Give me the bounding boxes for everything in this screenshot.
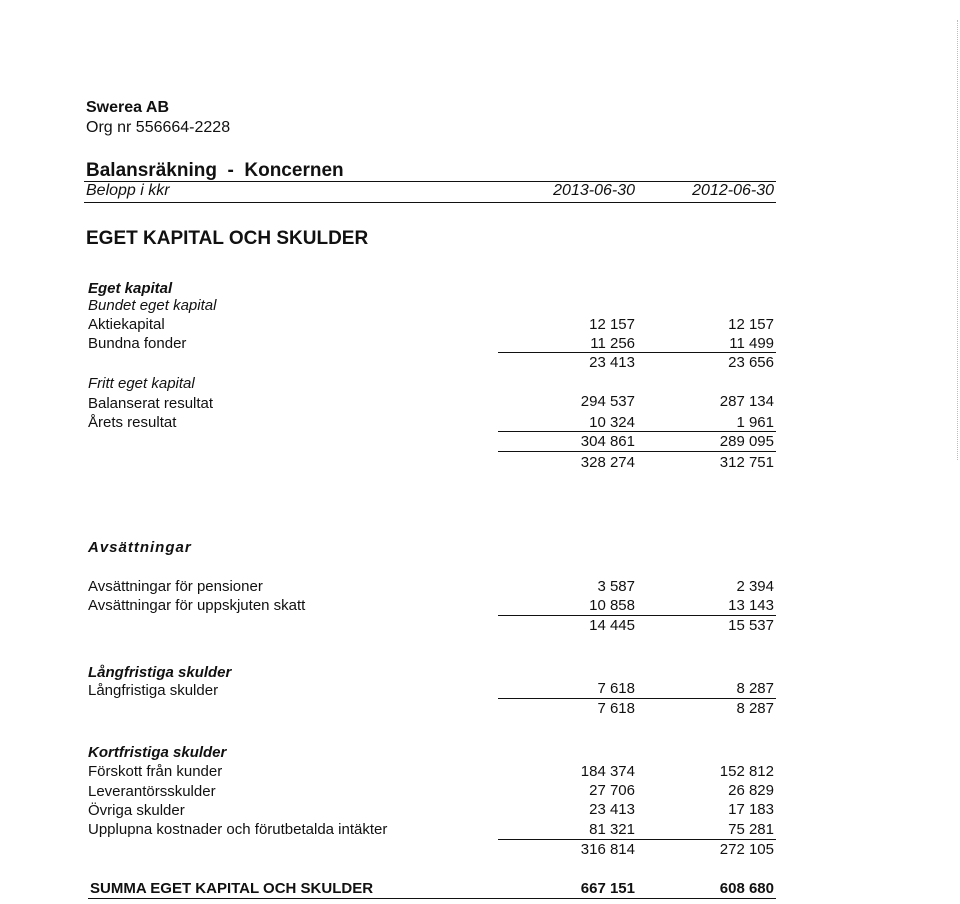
balanserat-2013: 294 537 xyxy=(580,393,635,410)
column-header-2012: 2012-06-30 xyxy=(692,182,774,199)
fritt-sum-2012: 289 095 xyxy=(719,433,774,450)
subtotal-line xyxy=(498,615,776,616)
arets-resultat-label: Årets resultat xyxy=(88,414,177,431)
langfristiga-sum-2013: 7 618 xyxy=(597,700,635,717)
section-title: EGET KAPITAL OCH SKULDER xyxy=(86,228,369,249)
summa-label: SUMMA EGET KAPITAL OCH SKULDER xyxy=(90,880,374,897)
summa-2012: 608 680 xyxy=(719,880,774,897)
aktiekapital-2012: 12 157 xyxy=(728,316,774,333)
avsattningar-sum-2013: 14 445 xyxy=(589,617,635,634)
title-divider xyxy=(84,181,776,182)
balanserat-label: Balanserat resultat xyxy=(88,395,214,412)
column-header-2013: 2013-06-30 xyxy=(553,182,635,199)
summa-2013: 667 151 xyxy=(580,880,635,897)
avsattningar-sum-2012: 15 537 xyxy=(728,617,774,634)
uppskjuten-skatt-2012: 13 143 xyxy=(728,597,774,614)
ovriga-skulder-2013: 23 413 xyxy=(589,801,635,818)
upplupna-label: Upplupna kostnader och förutbetalda intäkter xyxy=(88,821,388,838)
header-divider xyxy=(84,202,776,203)
avsattningar-heading: Avsättningar xyxy=(88,539,192,556)
pensioner-label: Avsättningar för pensioner xyxy=(88,578,263,595)
uppskjuten-skatt-2013: 10 858 xyxy=(589,597,635,614)
org-number: Org nr 556664-2228 xyxy=(86,119,231,136)
summa-underline xyxy=(88,898,776,899)
langfristiga-heading: Långfristiga skulder xyxy=(88,664,232,681)
balanserat-2012: 287 134 xyxy=(719,393,774,410)
langfristiga-2012: 8 287 xyxy=(736,680,774,697)
fritt-sum-2013: 304 861 xyxy=(580,433,635,450)
aktiekapital-label: Aktiekapital xyxy=(88,316,165,333)
leverantorsskulder-2012: 26 829 xyxy=(728,782,774,799)
page-title: Balansräkning - Koncernen xyxy=(86,160,344,181)
uppskjuten-skatt-label: Avsättningar för uppskjuten skatt xyxy=(88,597,306,614)
kortfristiga-sum-2012: 272 105 xyxy=(719,841,774,858)
subtotal-line xyxy=(498,431,776,432)
kortfristiga-heading: Kortfristiga skulder xyxy=(88,744,227,761)
forskott-2013: 184 374 xyxy=(580,763,635,780)
kortfristiga-sum-2013: 316 814 xyxy=(580,841,635,858)
leverantorsskulder-2013: 27 706 xyxy=(589,782,635,799)
langfristiga-sum-2012: 8 287 xyxy=(736,700,774,717)
bundet-heading: Bundet eget kapital xyxy=(88,297,217,314)
amount-unit: Belopp i kkr xyxy=(86,182,170,199)
arets-resultat-2012: 1 961 xyxy=(736,414,774,431)
company-name: Swerea AB xyxy=(86,99,169,116)
bundet-sum-2012: 23 656 xyxy=(728,354,774,371)
subtotal-line xyxy=(498,352,776,353)
fritt-heading: Fritt eget kapital xyxy=(88,375,195,392)
scan-edge xyxy=(957,20,958,460)
pensioner-2012: 2 394 xyxy=(736,578,774,595)
bundna-fonder-2013: 11 256 xyxy=(590,335,635,352)
ovriga-skulder-2012: 17 183 xyxy=(728,801,774,818)
forskott-2012: 152 812 xyxy=(719,763,774,780)
eget-total-2012: 312 751 xyxy=(719,454,774,471)
subtotal-line xyxy=(498,698,776,699)
langfristiga-2013: 7 618 xyxy=(597,680,635,697)
bundet-sum-2013: 23 413 xyxy=(589,354,635,371)
upplupna-2013: 81 321 xyxy=(589,821,635,838)
eget-total-2013: 328 274 xyxy=(580,454,635,471)
aktiekapital-2013: 12 157 xyxy=(589,316,635,333)
bundna-fonder-label: Bundna fonder xyxy=(88,335,187,352)
bundna-fonder-2012: 11 499 xyxy=(729,335,774,352)
eget-kapital-heading: Eget kapital xyxy=(88,280,173,297)
leverantorsskulder-label: Leverantörsskulder xyxy=(88,783,216,800)
forskott-label: Förskott från kunder xyxy=(88,763,223,780)
subtotal-line xyxy=(498,839,776,840)
pensioner-2013: 3 587 xyxy=(597,578,635,595)
upplupna-2012: 75 281 xyxy=(728,821,774,838)
langfristiga-label: Långfristiga skulder xyxy=(88,682,219,699)
ovriga-skulder-label: Övriga skulder xyxy=(88,802,185,819)
subtotal-line xyxy=(498,451,776,452)
arets-resultat-2013: 10 324 xyxy=(589,414,635,431)
